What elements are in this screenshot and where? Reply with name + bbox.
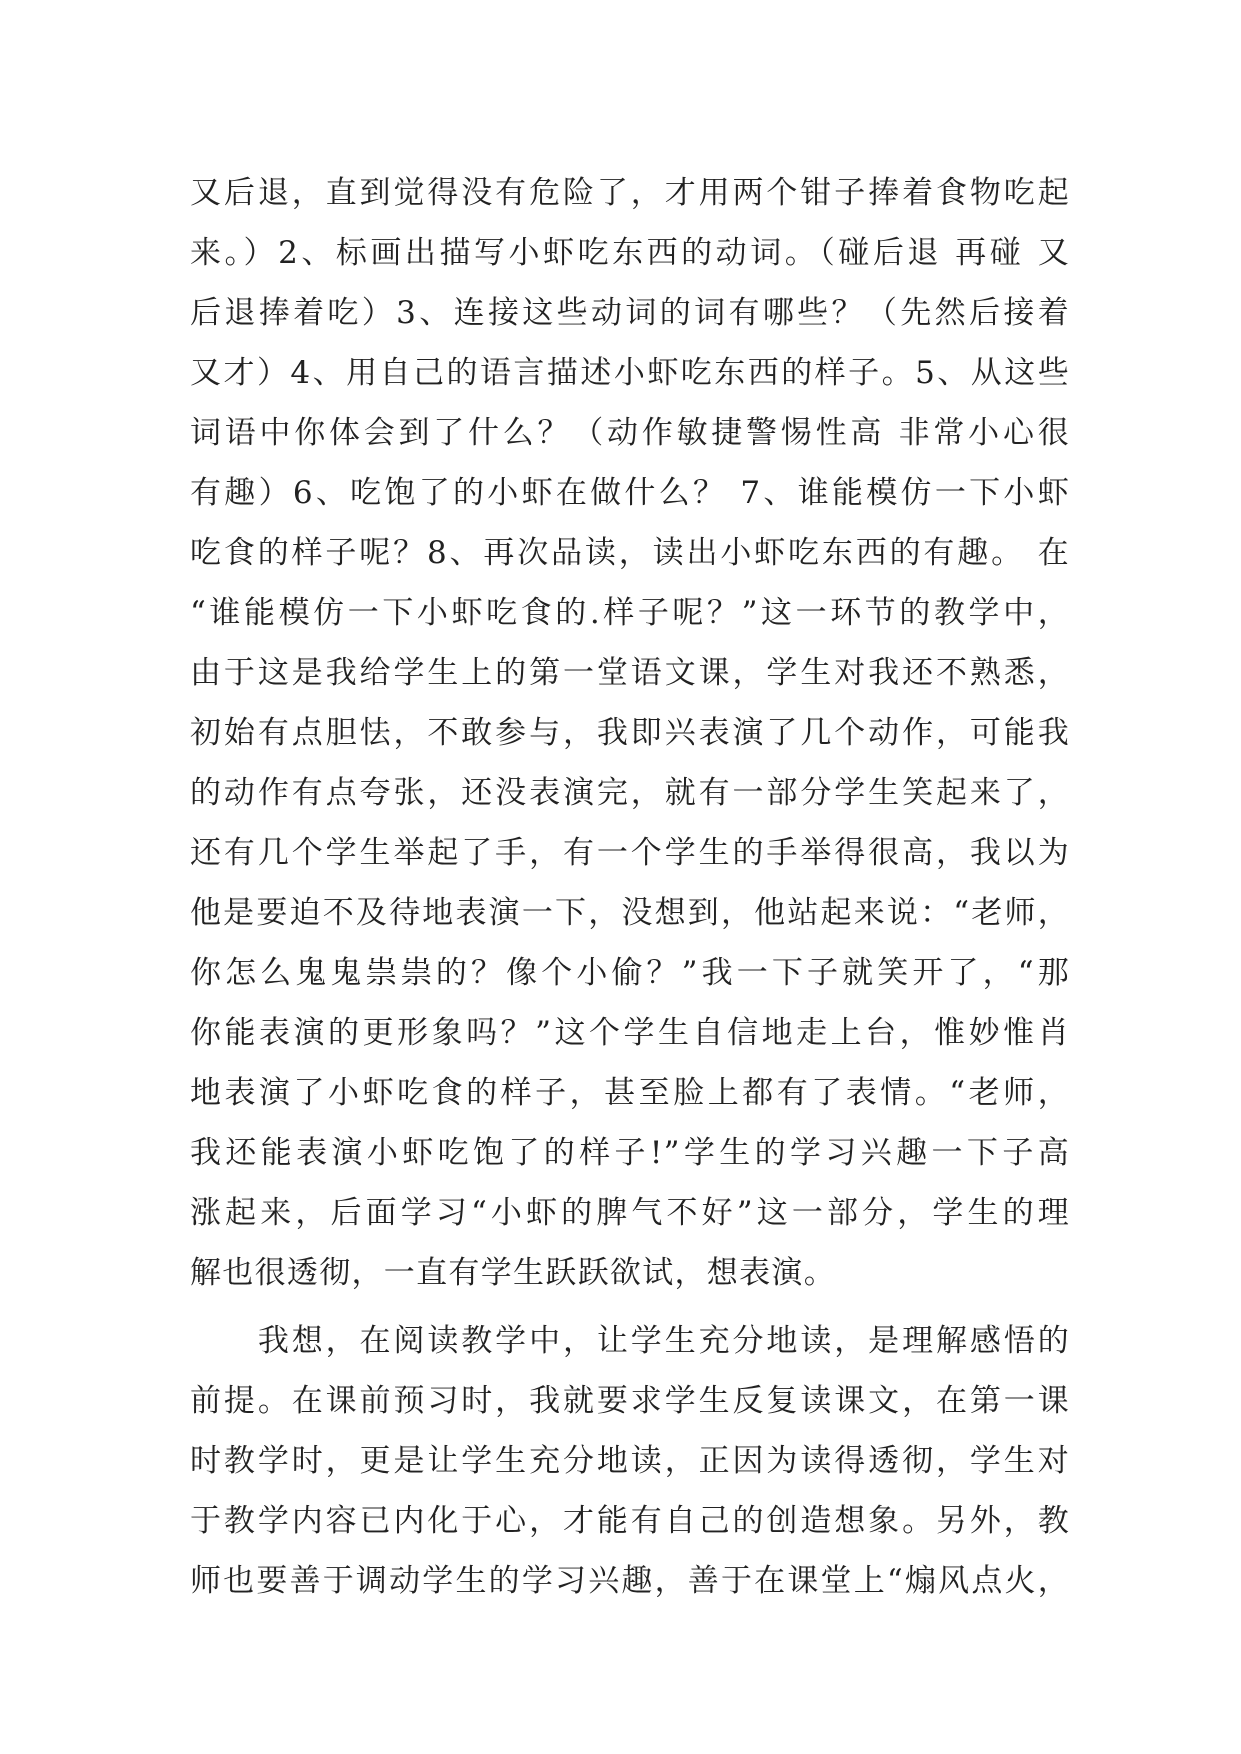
text-line: 于教学内容已内化于心，才能有自己的创造想象。另外，教 bbox=[190, 1503, 1070, 1539]
text-line: 又后退，直到觉得没有危险了，才用两个钳子捧着食物吃起 bbox=[190, 175, 1070, 211]
text-line: 解也很透彻，一直有学生跃跃欲试，想表演。 bbox=[190, 1255, 836, 1291]
text-line: 有趣）6、吃饱了的小虾在做什么？ 7、谁能模仿一下小虾 bbox=[190, 475, 1070, 511]
text-line: 你能表演的更形象吗？”这个学生自信地走上台，惟妙惟肖 bbox=[190, 1015, 1070, 1051]
text-line: 词语中你体会到了什么？（动作敏捷警惕性高 非常小心很 bbox=[190, 415, 1070, 451]
text-line: 时教学时，更是让学生充分地读，正因为读得透彻，学生对 bbox=[190, 1443, 1070, 1479]
text-line: 来。）2、标画出描写小虾吃东西的动词。（碰后退 再碰 又 bbox=[190, 235, 1070, 271]
text-line: 我想，在阅读教学中，让学生充分地读，是理解感悟的 bbox=[190, 1323, 1070, 1359]
text-line: 又才）4、用自己的语言描述小虾吃东西的样子。5、从这些 bbox=[190, 355, 1070, 391]
text-line: 初始有点胆怯，不敢参与，我即兴表演了几个动作，可能我 bbox=[190, 715, 1070, 751]
text-line: 吃食的样子呢？8、再次品读，读出小虾吃东西的有趣。 在 bbox=[190, 535, 1070, 571]
text-line: 地表演了小虾吃食的样子，甚至脸上都有了表情。“老师， bbox=[190, 1075, 1070, 1111]
text-line: 前提。在课前预习时，我就要求学生反复读课文，在第一课 bbox=[190, 1383, 1070, 1419]
document-page bbox=[190, 163, 1070, 1611]
text-line: “谁能模仿一下小虾吃食的.样子呢？”这一环节的教学中， bbox=[190, 595, 1070, 631]
text-line: 涨起来，后面学习“小虾的脾气不好”这一部分，学生的理 bbox=[190, 1195, 1070, 1231]
text-line: 他是要迫不及待地表演一下，没想到，他站起来说：“老师， bbox=[190, 895, 1070, 931]
text-line: 后退捧着吃）3、连接这些动词的词有哪些？（先然后接着 bbox=[190, 295, 1070, 331]
text-line: 师也要善于调动学生的学习兴趣，善于在课堂上“煽风点火， bbox=[190, 1563, 1070, 1599]
text-line: 我还能表演小虾吃饱了的样子!”学生的学习兴趣一下子高 bbox=[190, 1135, 1070, 1171]
text-line: 的动作有点夸张，还没表演完，就有一部分学生笑起来了， bbox=[190, 775, 1070, 811]
paragraph-2 bbox=[190, 1311, 1070, 1611]
text-line: 由于这是我给学生上的第一堂语文课，学生对我还不熟悉， bbox=[190, 655, 1070, 691]
text-line: 你怎么鬼鬼祟祟的？像个小偷？”我一下子就笑开了，“那 bbox=[190, 955, 1070, 991]
paragraph-1 bbox=[190, 163, 1070, 1303]
text-line: 还有几个学生举起了手，有一个学生的手举得很高，我以为 bbox=[190, 835, 1070, 871]
